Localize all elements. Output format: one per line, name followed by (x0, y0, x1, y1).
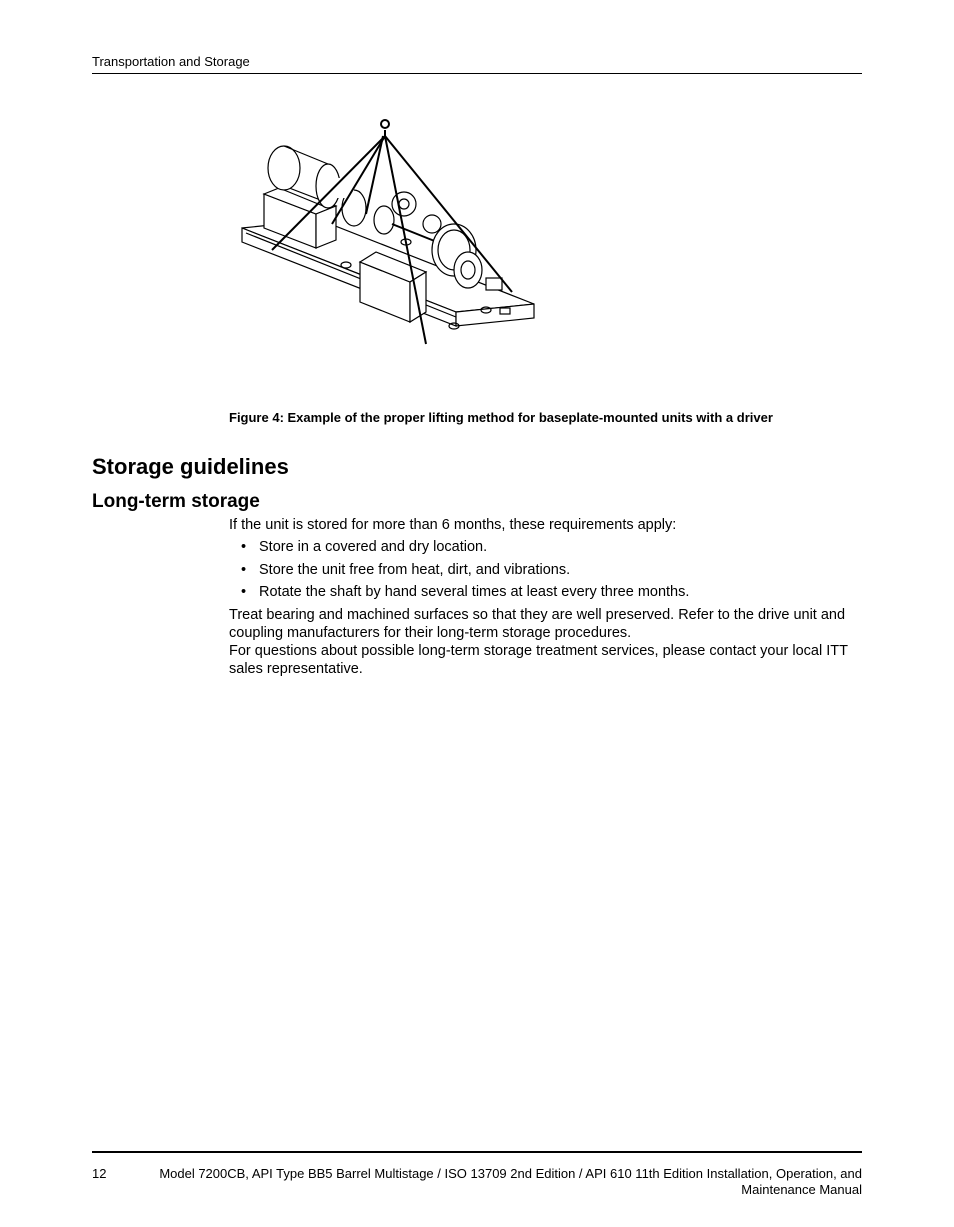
intro-paragraph: If the unit is stored for more than 6 months, these requirements apply: (229, 517, 677, 533)
bullet-icon: • (241, 561, 247, 578)
running-header: Transportation and Storage (92, 54, 250, 69)
header-rule (92, 73, 862, 74)
coupling (374, 192, 442, 244)
list-item: • Store in a covered and dry location. (241, 539, 488, 555)
footer-rule (92, 1151, 862, 1153)
body-text (229, 516, 859, 678)
bullet-icon: • (241, 539, 247, 555)
section-heading: Storage guidelines (92, 454, 289, 479)
manual-title: Model 7200CB, API Type BB5 Barrel Multistage / ISO 13709 2nd Edition / API 610 11th Edition Installation, Operation, and Maintenance Manual (159, 1166, 862, 1197)
page-number: 12 (92, 1166, 107, 1181)
list-item: • Rotate the shaft by hand several times at least every three months. (241, 584, 690, 600)
list-item: • Store the unit free from heat, dirt, and vibrations. (241, 561, 571, 578)
contact-paragraph: For questions about possible long-term storage treatment services, please contact your local ITT sales representative. (229, 642, 848, 677)
lifting-diagram-figure (236, 112, 542, 374)
requirements-list (229, 538, 859, 601)
figure-caption: Figure 4: Example of the proper lifting method for baseplate-mounted units with a driver (229, 410, 773, 425)
bullet-icon: • (241, 584, 247, 600)
subsection-heading: Long-term storage (92, 491, 260, 512)
preservation-paragraph: Treat bearing and machined surfaces so that they are well preserved. Refer to the drive unit and coupling manufacturers for their long-term storage procedures. (229, 606, 846, 641)
